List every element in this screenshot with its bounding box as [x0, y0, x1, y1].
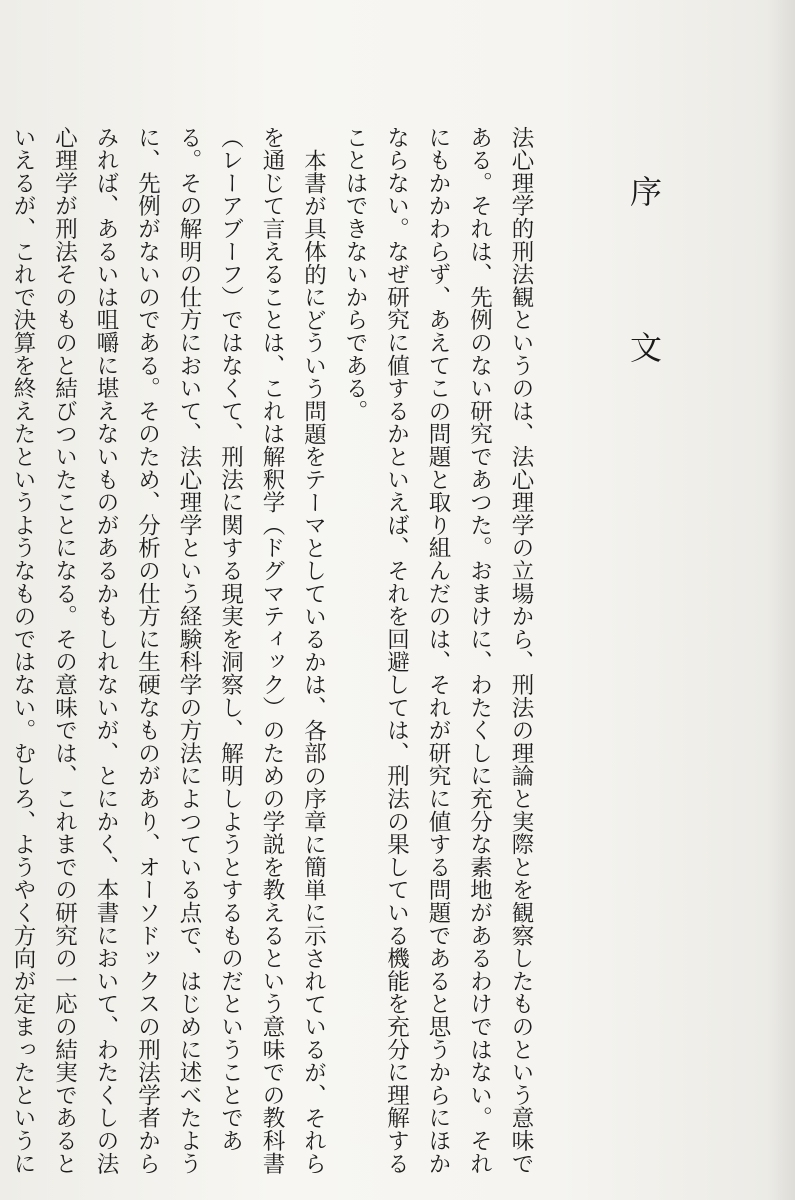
- page-gutter-shadow: [767, 0, 795, 1200]
- preface-body: [0, 126, 541, 1176]
- paragraph-1: 法心理学的刑法観というのは、法心理学の立場から、刑法の理論と実際とを観察したものという意味である。それは、先例のない研究であつた。おまけに、わたくしに充分な素地があるわけではない。それにもかかわらず、あえてこの問題と取り組んだのは、それが研究に値する問題であると思うからにほかならない。なぜ研究に値するかといえば、それを回避しては、刑法の果している機能を充分に理解することはできないからである。: [342, 126, 534, 1175]
- paragraph-2: 本書が具体的にどういう問題をテーマとしているかは、各部の序章に簡単に示されているが、それらを通じて言えることは、これは解釈学（ドグマティック）のための学説を教えるという意味での教科書（レーアブーフ）ではなくて、刑法に関する現実を洞察し、解明しようとするものだということである。その解明の仕方において、法心理学という経験科学の方法によつている点で、はじめに述べたように、先例がないのである。そのため、分析の仕方に生硬なものがあり、オーソドックスの刑法学者からみれば、あるいは咀嚼に堪えないものがあるかもしれないが、とにかく、本書において、わたくしの法心理学が刑法そのものと結びついたことになる。その意味では、これまでの研究の一応の結実であるといえるが、これで決算を終えたというようなものではない。むしろ、ようやく方向が定まったというに: [10, 126, 327, 1175]
- page-title: 序 文: [625, 175, 663, 409]
